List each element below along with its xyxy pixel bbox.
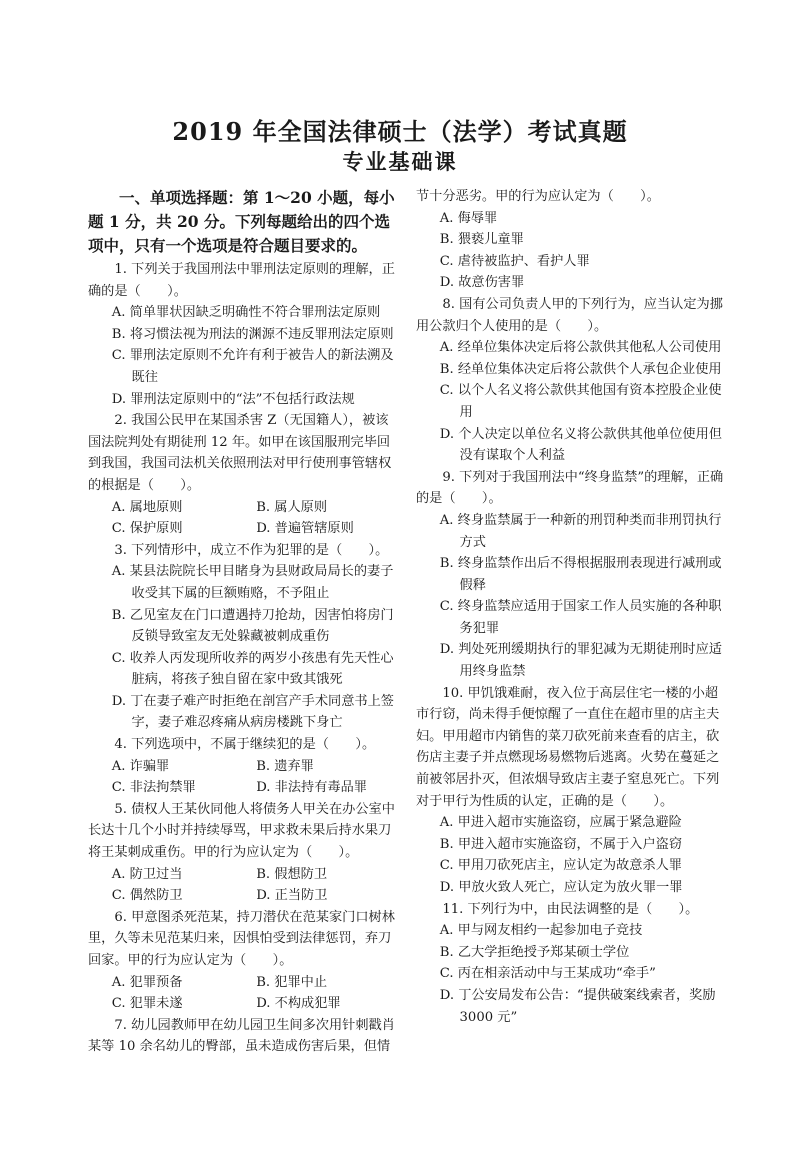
question-8-option-a: A. 经单位集体决定后将公款供其他私人公司使用 xyxy=(439,340,722,356)
question-3-option-d: D. 丁在妻子难产时拒绝在剖宫产手术同意书上签字，妻子难忍疼痛从病房楼跳下身亡 xyxy=(111,693,394,731)
question-4-options-row-1 xyxy=(88,756,398,778)
right-column xyxy=(416,186,726,1028)
question-6-options-row-1 xyxy=(88,972,398,994)
question-10-option-d: D. 甲放火致人死亡，应认定为放火罪一罪 xyxy=(439,880,683,895)
question-5-options-row-1 xyxy=(88,864,398,886)
question-10-stem: 10. 甲饥饿难耐，夜入位于高层住宅一楼的小超市行窃，尚未得手便惊醒了一直住在超市里的店主夫妇。甲用超市内销售的菜刀砍死前来查看的店主，砍伤店主妻子并点燃现场易燃物后逃离。火势在蔓延之前被邻居扑灭，但浓烟导致店主妻子窒息死亡。下列对于甲行为性质的认定，正确的是（ ）。 xyxy=(416,685,720,809)
question-10-option-b: B. 甲进入超市实施盗窃，不属于入户盗窃 xyxy=(439,836,683,852)
question-10-option-c: C. 甲用刀砍死店主，应认定为故意杀人罪 xyxy=(439,858,682,874)
question-9-option-b: B. 终身监禁作出后不得根据服刑表现进行减刑或假释 xyxy=(439,556,722,593)
question-11-option-b: B. 乙大学拒绝授予郑某硕士学位 xyxy=(439,944,630,960)
question-6-option-b: B. 犯罪中止 xyxy=(256,974,328,990)
question-4-option-a: A. 诈骗罪 xyxy=(111,758,170,774)
question-8-option-d: D. 个人决定以单位名义将公款供其他单位使用但没有谋取个人利益 xyxy=(439,426,722,464)
question-1-stem: 1. 下列关于我国刑法中罪刑法定原则的理解，正确的是（ ）。 xyxy=(88,262,395,299)
question-6-option-d: D. 不构成犯罪 xyxy=(256,996,341,1012)
question-9-option-c: C. 终身监禁应适用于国家工作人员实施的各种职务犯罪 xyxy=(439,599,722,636)
question-5-option-d: D. 正当防卫 xyxy=(256,888,328,904)
question-4-option-b: B. 遗弃罪 xyxy=(256,758,314,774)
question-2-option-b: B. 属人原则 xyxy=(256,499,328,515)
section-heading: 一、单项选择题：第 1～20 小题，每小题 1 分，共 20 分。下列每题给出的四个选项中，只有一个选项是符合题目要求的。 xyxy=(88,188,395,255)
question-2-option-d: D. 普遍管辖原则 xyxy=(256,521,354,537)
question-7-option-b: B. 猥亵儿童罪 xyxy=(439,232,524,248)
question-11-stem: 11. 下列行为中，由民法调整的是（ ）。 xyxy=(442,901,699,917)
question-5-stem: 5. 债权人王某伙同他人将债务人甲关在办公室中长达十几个小时并持续辱骂，甲求救未果后持水果刀将王某刺成重伤。甲的行为应认定为（ ）。 xyxy=(88,801,395,861)
question-9-option-d: D. 判处死刑缓期执行的罪犯减为无期徒刑时应适用终身监禁 xyxy=(439,642,722,680)
question-11-option-c: C. 丙在相亲活动中与王某成功“牵手” xyxy=(439,966,656,982)
question-3-stem: 3. 下列情形中，成立不作为犯罪的是（ ）。 xyxy=(114,542,389,558)
question-6-option-c: C. 犯罪未遂 xyxy=(111,996,183,1012)
question-8-option-c: C. 以个人名义将公款供其他国有资本控股企业使用 xyxy=(439,383,722,420)
question-3-option-b: B. 乙见室友在门口遭遇持刀抢劫，因害怕将房门反锁导致室友无处躲藏被刺成重伤 xyxy=(111,607,394,645)
question-7-stem: 7. 幼儿园教师甲在幼儿园卫生间多次用针刺戳肖某等 10 余名幼儿的臀部，虽未造成伤害后果，但情 xyxy=(88,1017,395,1055)
question-4-option-d: D. 非法持有毒品罪 xyxy=(256,780,367,796)
question-3-option-c: C. 收养人丙发现所收养的两岁小孩患有先天性心脏病，将孩子独自留在家中致其饿死 xyxy=(111,650,394,688)
question-4-stem: 4. 下列选项中，不属于继续犯的是（ ）。 xyxy=(114,737,376,753)
question-9-option-a: A. 终身监禁属于一种新的刑罚种类而非刑罚执行方式 xyxy=(439,512,722,550)
question-11-option-a: A. 甲与网友相约一起参加电子竞技 xyxy=(439,923,643,939)
question-3-option-a: A. 某县法院院长甲目睹身为县财政局局长的妻子收受其下属的巨额贿赂，不予阻止 xyxy=(111,564,394,601)
question-6-stem: 6. 甲意图杀死范某，持刀潜伏在范某家门口树林里，久等未见范某归来，因惧怕受到法律惩罚，弃刀回家。甲的行为应认定为（ ）。 xyxy=(88,909,395,968)
question-1-option-a: A. 简单罪状因缺乏明确性不符合罪刑法定原则 xyxy=(111,305,381,321)
question-2-option-c: C. 保护原则 xyxy=(111,521,183,537)
exam-title: 2019 年全国法律硕士（法学）考试真题 xyxy=(172,117,628,146)
question-8-option-b: B. 经单位集体决定后将公款供个人承包企业使用 xyxy=(439,361,722,377)
question-6-option-a: A. 犯罪预备 xyxy=(111,974,183,990)
left-column xyxy=(88,186,398,1058)
question-6-options-row-2 xyxy=(88,993,398,1015)
question-5-option-a: A. 防卫过当 xyxy=(111,866,183,882)
question-7-option-d: D. 故意伤害罪 xyxy=(439,275,525,291)
question-1-option-d: D. 罪刑法定原则中的“法”不包括行政法规 xyxy=(111,391,355,407)
exam-subtitle: 专业基础课 xyxy=(342,149,458,174)
question-9-stem: 9. 下列对于我国刑法中“终身监禁”的理解，正确的是（ ）。 xyxy=(416,469,724,507)
question-5-option-b: B. 假想防卫 xyxy=(256,866,328,882)
question-2-option-a: A. 属地原则 xyxy=(111,499,183,515)
question-8-stem: 8. 国有公司负责人甲的下列行为，应当认定为挪用公款归个人使用的是（ ）。 xyxy=(416,296,723,334)
question-1-option-c: C. 罪刑法定原则不允许有利于被告人的新法溯及既往 xyxy=(111,348,394,385)
question-10-option-a: A. 甲进入超市实施盗窃，应属于紧急避险 xyxy=(439,815,682,831)
question-2-options-row-2 xyxy=(88,518,398,540)
question-2-options-row-1 xyxy=(88,497,398,519)
question-7-option-c: C. 虐待被监护、看护人罪 xyxy=(439,253,590,269)
question-7-option-a: A. 侮辱罪 xyxy=(439,210,498,226)
question-11-option-d: D. 丁公安局发布公告：“提供破案线索者，奖励 3000 元” xyxy=(439,987,716,1025)
question-5-option-c: C. 偶然防卫 xyxy=(111,888,183,904)
question-7-stem-continued: 节十分恶劣。甲的行为应认定为（ ）。 xyxy=(416,189,660,204)
question-4-option-c: C. 非法拘禁罪 xyxy=(111,780,196,796)
question-5-options-row-2 xyxy=(88,885,398,907)
question-1-option-b: B. 将习惯法视为刑法的渊源不违反罪刑法定原则 xyxy=(111,326,394,342)
question-2-stem: 2. 我国公民甲在某国杀害 Z（无国籍人），被该国法院判处有期徒刑 12 年。如甲在该国服刑完毕回到我国，我国司法机关依照刑法对甲行使刑事管辖权的根据是（ ）。 xyxy=(88,413,392,493)
question-4-options-row-2 xyxy=(88,777,398,799)
